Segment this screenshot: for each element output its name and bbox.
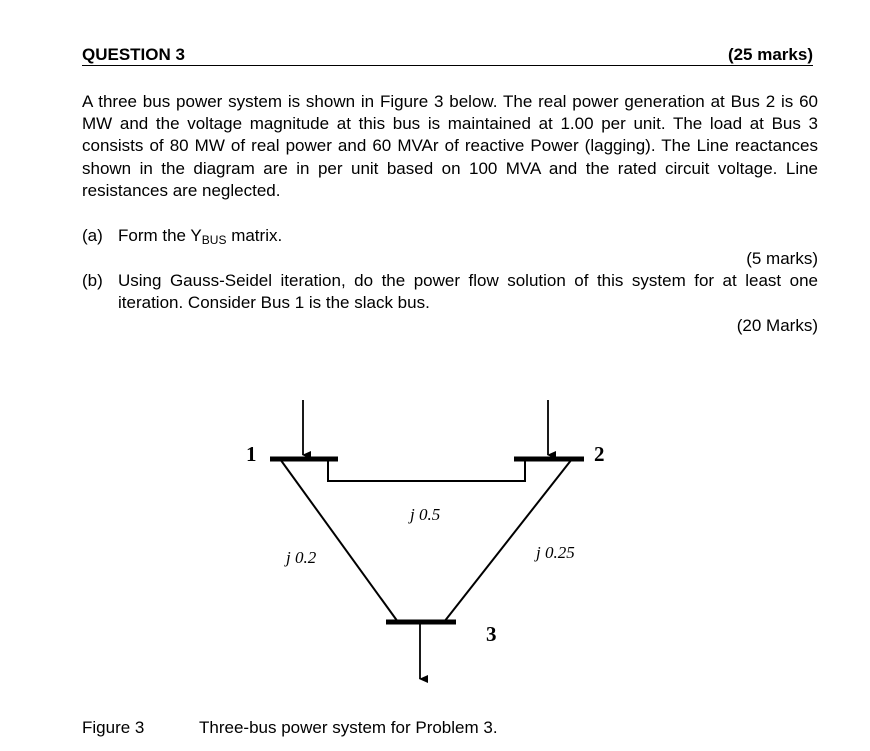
question-intro: A three bus power system is shown in Figure 3 below. The real power generation at Bus 2 is 60 MW and the voltage magnitude at this bus is maintained at 1.00 per unit. The load at Bus 3 consists of 80 MW of real power and 60 MVAr of reactive Power (lagging). The Line reactances shown in the diagram are in per unit based on 100 MVA and the rated circuit voltage. Line resistances are neglected. [82,92,818,200]
part-b-marks: (20 Marks) [736,316,818,335]
reactance-2-3: j 0.25 [536,543,575,562]
figure-number: Figure 3 [82,718,145,737]
ybus-subscript: BUS [201,233,227,247]
line-2-3 [444,459,572,622]
part-a-marks: (5 marks) [746,249,818,268]
part-a-label: (a) [82,226,103,245]
reactance-1-2: j 0.5 [410,505,441,524]
line-1-2 [328,459,525,481]
part-b-text: Using Gauss-Seidel iteration, do the power flow solution of this system for at least one iteration. Consider Bus 1 is the slack bus. [118,271,818,313]
question-marks: (25 marks) [727,45,813,64]
figure-caption: Three-bus power system for Problem 3. [199,718,498,737]
bus-1-label: 1 [246,442,257,466]
line-1-3 [280,459,398,622]
part-a-text: Form the $Y_{BUS}$ matrix. [118,226,283,247]
part-b-label: (b) [82,271,103,290]
bus-3-label: 3 [486,622,497,646]
bus-2-label: 2 [594,442,605,466]
reactance-1-3: j 0.2 [286,548,317,567]
question-title: QUESTION 3 [82,45,185,64]
